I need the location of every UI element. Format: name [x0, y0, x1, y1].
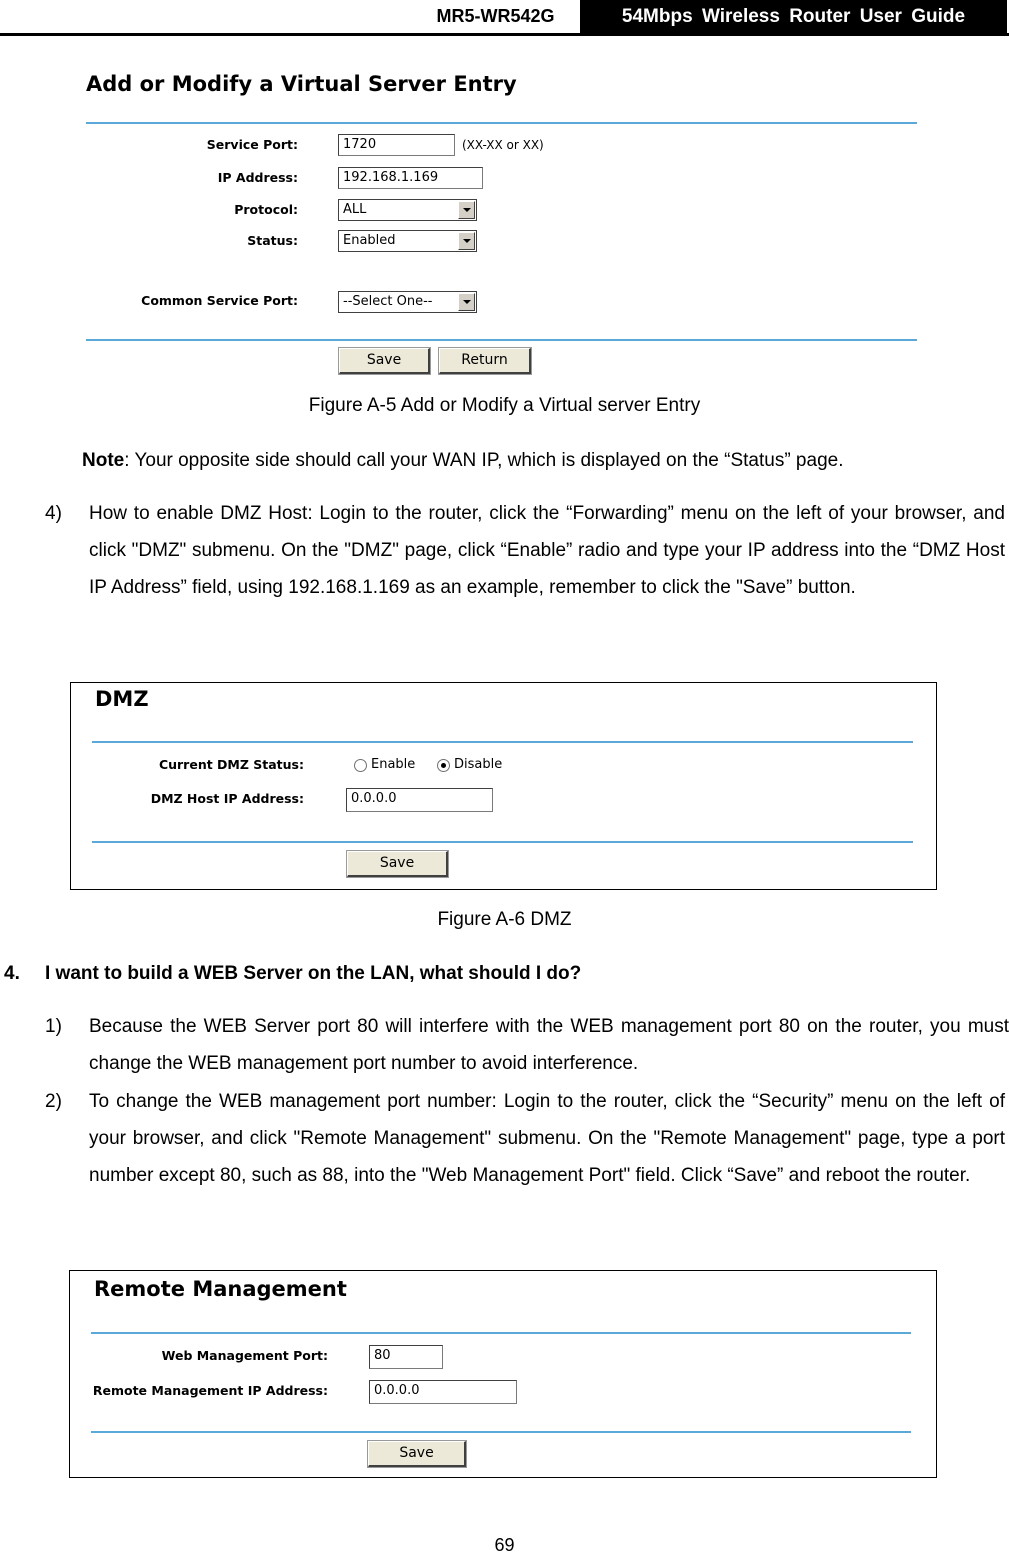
note-paragraph	[82, 450, 843, 472]
top-rule	[86, 122, 917, 124]
save-button[interactable]: Save	[368, 1441, 466, 1467]
enable-radio[interactable]	[354, 759, 367, 772]
figure-a5-caption: Figure A-5 Add or Modify a Virtual server Entry	[308, 395, 701, 416]
header-model: MR5-WR542G	[436, 5, 555, 26]
status-label: Status:	[247, 233, 298, 248]
chevron-down-icon[interactable]	[458, 293, 475, 311]
protocol-select-value: ALL	[343, 202, 367, 217]
protocol-label: Protocol:	[234, 202, 298, 217]
header-rule	[0, 33, 1009, 36]
section4-number: 4.	[4, 963, 20, 984]
common-service-port-value: --Select One--	[343, 294, 433, 309]
virtual-server-panel	[72, 66, 936, 382]
status-select[interactable]	[338, 230, 477, 252]
service-port-input[interactable]: 1720	[338, 134, 455, 156]
dmz-host-ip-label: DMZ Host IP Address:	[150, 791, 304, 806]
page-number: 69	[494, 1535, 515, 1555]
bottom-rule	[92, 841, 913, 843]
note-label: Note	[82, 450, 125, 471]
ip-address-label: IP Address:	[217, 170, 298, 185]
s4-step2-text: To change the WEB management port number: Login to the router, click the “Security” menu on the left of your browser, and click "Remote Management" submenu. On the "Remote Management" page, type a port number except 80, such as 88, into the "Web Management Port" field. Click “Save” and reboot the router.	[89, 1091, 1005, 1186]
bottom-rule	[91, 1431, 911, 1433]
disable-radio-label: Disable	[454, 757, 503, 772]
s4-step1-text: Because the WEB Server port 80 will interfere with the WEB management port 80 on the router, you must change the WEB management port number to avoid interference.	[89, 1016, 1009, 1074]
header-guide-title: 54Mbps Wireless Router User Guide	[580, 0, 1007, 33]
chevron-down-icon[interactable]	[458, 232, 475, 250]
web-management-port-label: Web Management Port:	[161, 1348, 328, 1363]
remote-management-ip-input[interactable]: 0.0.0.0	[369, 1380, 517, 1404]
dmz-status-label: Current DMZ Status:	[158, 757, 304, 772]
service-port-hint: (XX-XX or XX)	[462, 138, 544, 152]
remote-management-ip-label: Remote Management IP Address:	[92, 1383, 328, 1398]
dmz-panel	[70, 682, 937, 890]
common-service-port-label: Common Service Port:	[141, 293, 298, 308]
remote-management-panel	[69, 1270, 937, 1478]
status-select-value: Enabled	[343, 233, 396, 248]
top-rule	[91, 1332, 911, 1334]
figure-a6-caption: Figure A-6 DMZ	[437, 909, 572, 930]
note-text: : Your opposite side should call your WAN IP, which is displayed on the “Status” page.	[124, 450, 844, 471]
s4-step1-number: 1)	[45, 1016, 62, 1037]
chevron-down-icon[interactable]	[458, 201, 475, 219]
step4-number: 4)	[45, 503, 62, 524]
dmz-host-ip-input[interactable]: 0.0.0.0	[346, 788, 493, 812]
panel-title: Remote Management	[94, 1277, 347, 1301]
top-rule	[92, 741, 913, 743]
return-button[interactable]: Return	[439, 348, 531, 374]
enable-radio-label: Enable	[371, 757, 416, 772]
save-button[interactable]: Save	[339, 348, 430, 374]
service-port-label: Service Port:	[206, 137, 298, 152]
s4-step2-number: 2)	[45, 1091, 62, 1112]
bottom-rule	[86, 339, 917, 341]
common-service-port-select[interactable]	[338, 291, 477, 313]
web-management-port-input[interactable]: 80	[369, 1345, 443, 1369]
step4-text: How to enable DMZ Host: Login to the router, click the “Forwarding” menu on the left of your browser, and click "DMZ" submenu. On the "DMZ" page, click “Enable” radio and type your IP address into the “DMZ Host IP Address” field, using 192.168.1.169 as an example, remember to click the "Save” button.	[89, 503, 1005, 598]
save-button[interactable]: Save	[347, 851, 448, 877]
section4-heading: I want to build a WEB Server on the LAN, what should I do?	[45, 963, 582, 984]
panel-title: Add or Modify a Virtual Server Entry	[86, 72, 517, 96]
ip-address-input[interactable]: 192.168.1.169	[338, 167, 483, 189]
disable-radio[interactable]	[437, 759, 450, 772]
protocol-select[interactable]	[338, 199, 477, 221]
panel-title: DMZ	[95, 687, 149, 711]
